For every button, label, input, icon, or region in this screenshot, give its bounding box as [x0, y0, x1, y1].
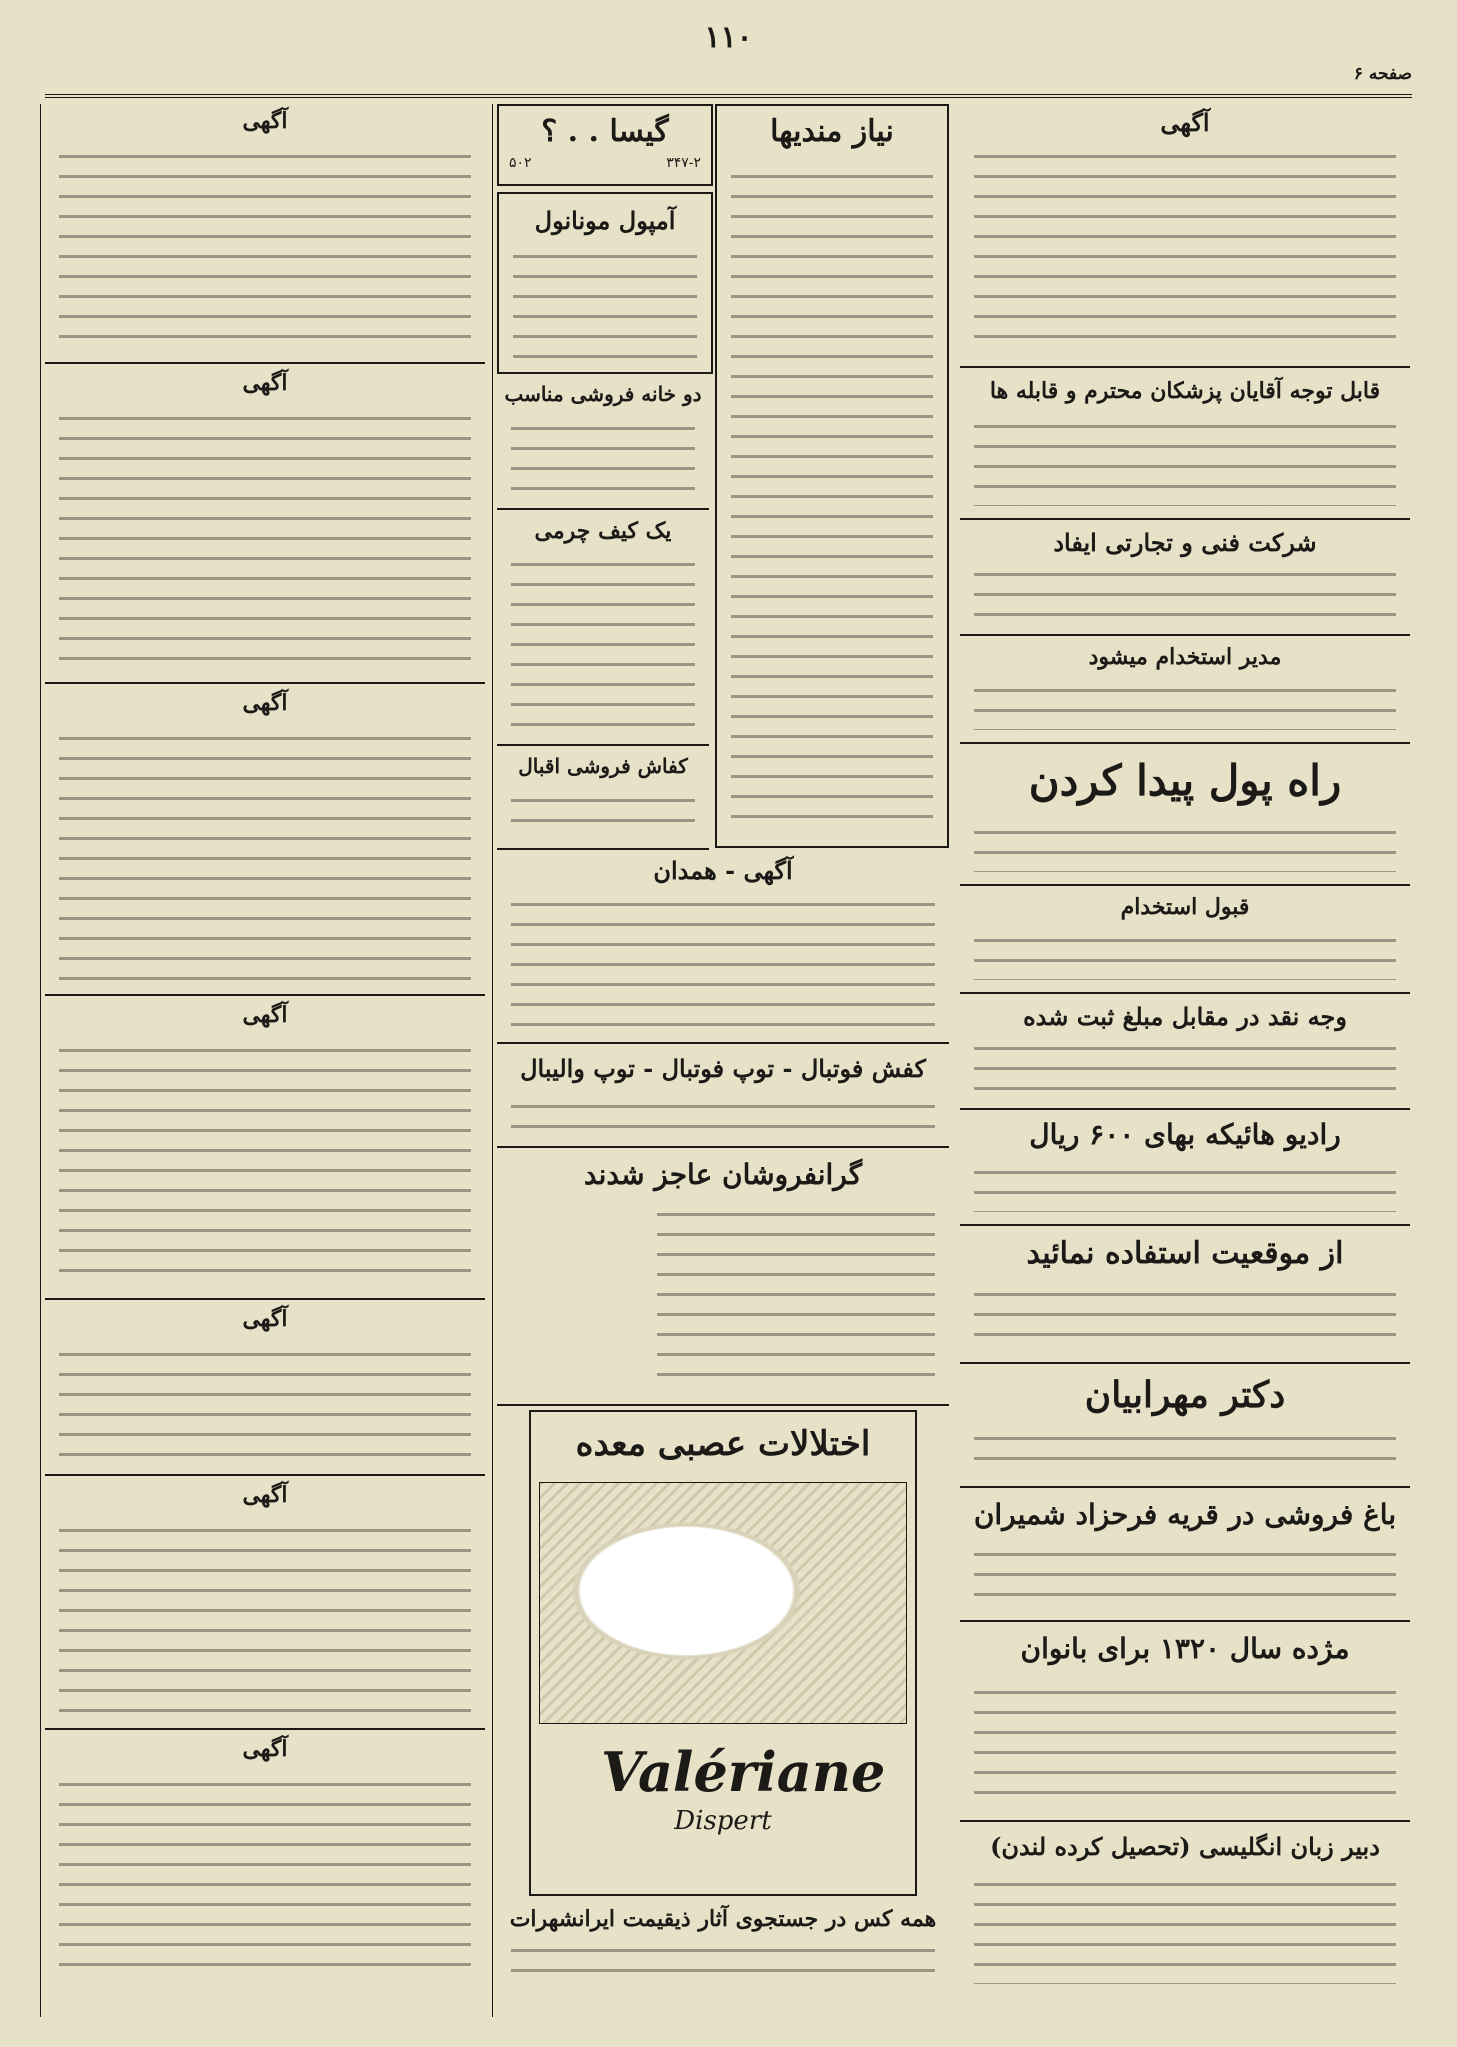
ad-body-text — [974, 822, 1396, 872]
ad-r-mogh — [960, 1228, 1410, 1364]
ad-gisa — [497, 104, 713, 186]
ad-body-text — [974, 930, 1396, 980]
ad-title: آگهی — [242, 1482, 288, 1508]
ad-title: دبیر زبان انگلیسی (تحصیل کرده لندن) — [990, 1832, 1380, 1861]
ad-body-text — [511, 554, 695, 732]
ad-title: دکتر مهرابیان — [1084, 1374, 1286, 1416]
ad-body-text — [511, 790, 695, 836]
ad-title: شرکت فنی و تجارتی ایفاد — [1053, 528, 1317, 557]
ad-title: کفش فوتبال - توپ فوتبال - توپ والیبال — [520, 1054, 926, 1083]
ad-ektelal — [529, 1410, 917, 1896]
ad-agahi-2 — [45, 366, 485, 684]
ad-r-jalb — [960, 370, 1410, 520]
ad-gran — [497, 1150, 949, 1406]
ad-title: قبول استخدام — [1120, 894, 1250, 920]
ad-body-text — [59, 1774, 471, 1982]
ad-title: از موقعیت استفاده نمائید — [1026, 1236, 1344, 1271]
ad-r-sherkat — [960, 522, 1410, 636]
ad-agahi-1 — [45, 104, 485, 364]
ad-title: آگهی — [242, 690, 288, 716]
ad-title: باغ فروشی در قریه فرحزاد شمیران — [973, 1498, 1397, 1531]
ad-title: آگهی — [242, 1002, 288, 1028]
ad-title: آگهی — [242, 1306, 288, 1332]
ad-body-text — [59, 1040, 471, 1286]
ad-body-text — [511, 1940, 935, 1984]
ad-r-vajh — [960, 996, 1410, 1110]
ad-title: راه پول پیدا کردن — [1028, 756, 1342, 805]
ad-title: همه کس در جستجوی آثار ذیقیمت ایرانشهرات — [509, 1906, 937, 1932]
ad-title: آگهی — [242, 1736, 288, 1762]
ad-agahi-5 — [45, 1302, 485, 1476]
page-label: صفحه ۶ — [1353, 64, 1412, 84]
ad-r-bagh — [960, 1490, 1410, 1622]
ad-body-text — [657, 1204, 935, 1392]
ad-title: کفاش فروشی اقبال — [518, 754, 688, 778]
ad-body-text — [59, 728, 471, 982]
ad-body-text — [511, 1096, 935, 1134]
brand-name: Valériane — [601, 1740, 886, 1804]
ad-r-modir — [960, 638, 1410, 744]
ad-body-text — [974, 564, 1396, 622]
ad-body-text — [731, 166, 933, 834]
brand-sub: Dispert — [674, 1806, 772, 1836]
ad-title: قابل توجه آقایان پزشکان محترم و قابله ها — [989, 378, 1381, 404]
column-right — [956, 104, 1414, 2017]
ad-title: آگهی — [242, 370, 288, 396]
ad-r-mozhde — [960, 1624, 1410, 1822]
ad-body-text — [511, 418, 695, 496]
masthead — [45, 20, 1412, 98]
ad-title: آگهی — [1160, 108, 1210, 137]
ad-body-text — [974, 680, 1396, 730]
ad-body-text — [974, 1544, 1396, 1608]
ad-title: وجه نقد در مقابل مبلغ ثبت شده — [1023, 1002, 1347, 1031]
ad-kafsh — [497, 748, 709, 850]
page-number: ۱۱۰ — [704, 20, 753, 55]
ad-toop — [497, 1046, 949, 1148]
ad-r-dr — [960, 1366, 1410, 1488]
ad-figure: ۵۰۲ — [509, 155, 532, 171]
ad-body-text — [974, 1874, 1396, 1984]
ad-title: آمپول مونانول — [534, 206, 676, 235]
ad-amol — [497, 192, 713, 374]
ad-r-dabir — [960, 1824, 1410, 1996]
ad-body-text — [974, 1428, 1396, 1474]
ad-body-text — [974, 1284, 1396, 1350]
ad-body-text — [974, 1682, 1396, 1808]
ad-r-radio — [960, 1112, 1410, 1226]
ad-illustration — [539, 1482, 907, 1724]
ad-body-text — [59, 146, 471, 350]
ad-body-text — [59, 1520, 471, 1716]
ad-agahi-4 — [45, 998, 485, 1300]
ad-title: گرانفروشان عاجز شدند — [583, 1158, 863, 1191]
ad-hamadan — [497, 852, 949, 1044]
ad-kif — [497, 512, 709, 746]
ad-title: آگهی — [242, 108, 288, 134]
ad-title: مدیر استخدام میشود — [1088, 644, 1282, 670]
ad-body-text — [974, 146, 1396, 354]
ad-body-text — [513, 246, 697, 360]
ad-body-text — [974, 416, 1396, 506]
ad-r-pool — [960, 746, 1410, 886]
ad-asar — [497, 1900, 949, 1996]
ad-niaz — [715, 104, 949, 848]
masthead-rule — [45, 94, 1412, 98]
ad-title: آگهی - همدان — [653, 856, 793, 885]
ad-title: مژده سال ۱۳۲۰ برای بانوان — [1020, 1632, 1350, 1665]
ad-r-ghabool — [960, 888, 1410, 994]
column-middle — [492, 104, 953, 2017]
ad-agahi-7 — [45, 1732, 485, 1994]
ad-body-text — [974, 1038, 1396, 1096]
ad-title: نیاز مندیها — [770, 114, 894, 149]
ad-agahi-3 — [45, 686, 485, 996]
ad-agahi-6 — [45, 1478, 485, 1730]
ad-body-text — [511, 894, 935, 1030]
ad-code: ۳۴۷-۲ — [666, 155, 701, 171]
ad-body-text — [59, 408, 471, 670]
ad-title: اختلالات عصبی معده — [575, 1424, 871, 1464]
ad-title: گیسا . . ؟ — [541, 114, 669, 149]
ad-title: یک کیف چرمی — [534, 518, 672, 544]
ad-body-text — [974, 1162, 1396, 1212]
ad-title: رادیو هائیکه بهای ۶۰۰ ریال — [1029, 1118, 1341, 1151]
ad-dokan — [497, 376, 709, 510]
ad-r-agahi — [960, 104, 1410, 368]
column-left — [40, 104, 489, 2017]
ad-title: دو خانه فروشی مناسب — [504, 382, 702, 406]
ad-body-text — [59, 1344, 471, 1462]
